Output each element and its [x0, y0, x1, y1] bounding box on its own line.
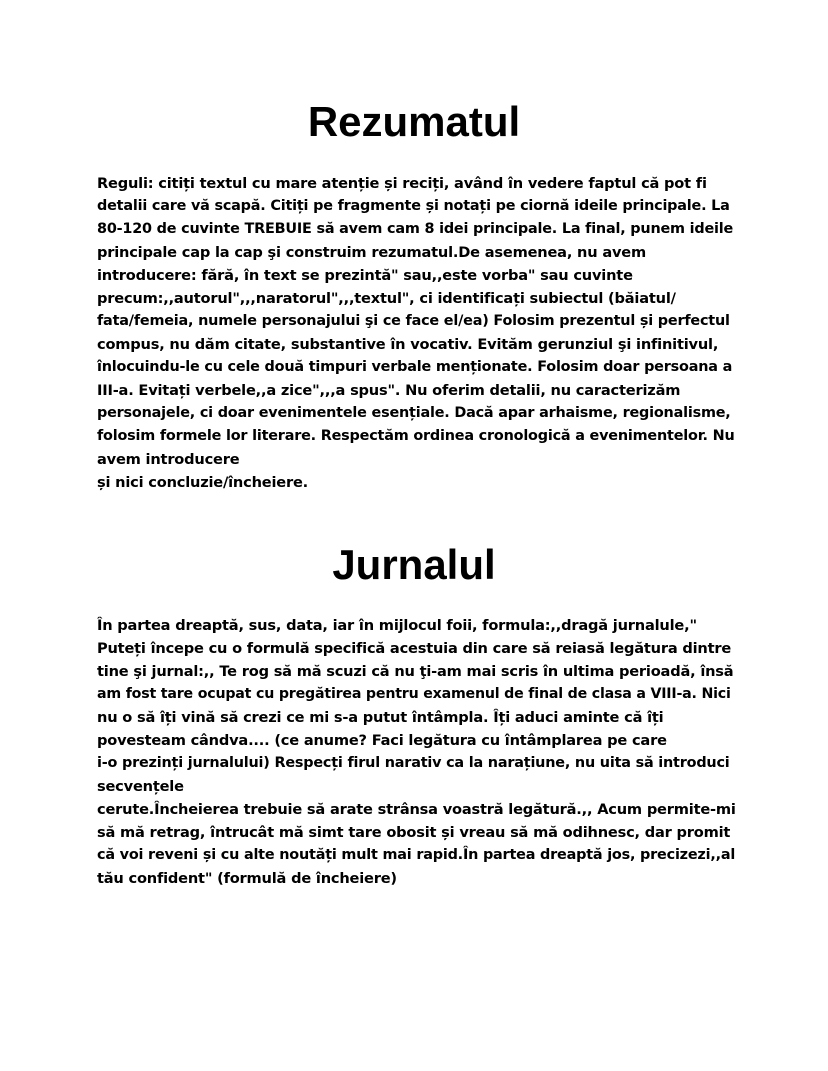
text-line: fata/femeia, numele personajului şi ce face el/ea) Folosim prezentul și perfectul [97, 313, 730, 329]
section-title-jurnalul: Jurnalul [332, 541, 496, 588]
text-line: cerute.Încheierea trebuie să arate strânsa voastră legătură.,, Acum permite-mi [97, 801, 736, 818]
text-line: Reguli: citiți textul cu mare atenție și reciți, având în vedere faptul că pot fi [97, 175, 707, 192]
text-line: tine şi jurnal:,, Te rog să mă scuzi că nu ţi-am mai scris în ultima perioadă, însă [97, 663, 734, 680]
text-line: că voi reveni și cu alte noutăți mult mai rapid.În partea dreaptă jos, precizezi,,al [97, 847, 736, 863]
text-line: nu o să îți vină să crezi ce mi s-a putut întâmpla. Îți aduci aminte că îți [97, 709, 664, 726]
text-line: i-o prezinți jurnalului) Respecți firul narativ ca la narațiune, nu uita să introduci [97, 755, 730, 771]
text-line: tău confident" (formulă de încheiere) [97, 870, 397, 887]
text-line: În partea dreaptă, sus, data, iar în mijlocul foii, formula:,,dragă jurnalule," [97, 617, 697, 634]
text-line: am fost tare ocupat cu pregătirea pentru examenul de final de clasa a VIII-a. Nici [97, 686, 731, 702]
text-line: să mă retrag, întrucât mă simt tare obosit și vreau să mă odihnesc, dar promit [97, 824, 731, 841]
text-line: compus, nu dăm citate, substantive în vocativ. Evităm gerunziul şi infinitivul, [97, 336, 719, 353]
text-line: precum:,,autorul",,,naratorul",,,textul", ci identificați subiectul (băiatul/ [97, 290, 676, 307]
text-line: secvențele [97, 778, 184, 795]
text-line: avem introducere [97, 451, 240, 468]
text-line: III-a. Evitați verbele,,a zice",,,a spus". Nu oferim detalii, nu caracterizăm [97, 382, 681, 399]
text-line: folosim formele lor literare. Respectăm ordinea cronologică a evenimentelor. Nu [97, 428, 735, 444]
text-line: 80-120 de cuvinte TREBUIE să avem cam 8 idei principale. La final, punem ideile [97, 221, 734, 237]
text-line: introducere: fără, în text se prezintă" sau,,este vorba" sau cuvinte [97, 267, 633, 284]
section-title-rezumatul: Rezumatul [307, 98, 521, 145]
text-line: povesteam cândva.... (ce anume? Faci legătura cu întâmplarea pe care [97, 732, 667, 749]
text-line: Puteți începe cu o formulă specifică acestuia din care să reiasă legătura dintre [97, 640, 732, 657]
text-line: și nici concluzie/încheiere. [97, 474, 308, 491]
text-line: principale cap la cap şi construim rezumatul.De asemenea, nu avem [97, 244, 646, 261]
text-line: înlocuindu-le cu cele două timpuri verbale menționate. Folosim doar persoana a [97, 359, 733, 375]
text-line: personajele, ci doar evenimentele esențiale. Dacă apar arhaisme, regionalisme, [97, 405, 731, 421]
rezumatul-text [97, 172, 737, 494]
jurnalul-text [97, 614, 737, 890]
text-line: detalii care vă scapă. Citiți pe fragmente și notați pe ciornă ideile principale. La [97, 198, 730, 214]
